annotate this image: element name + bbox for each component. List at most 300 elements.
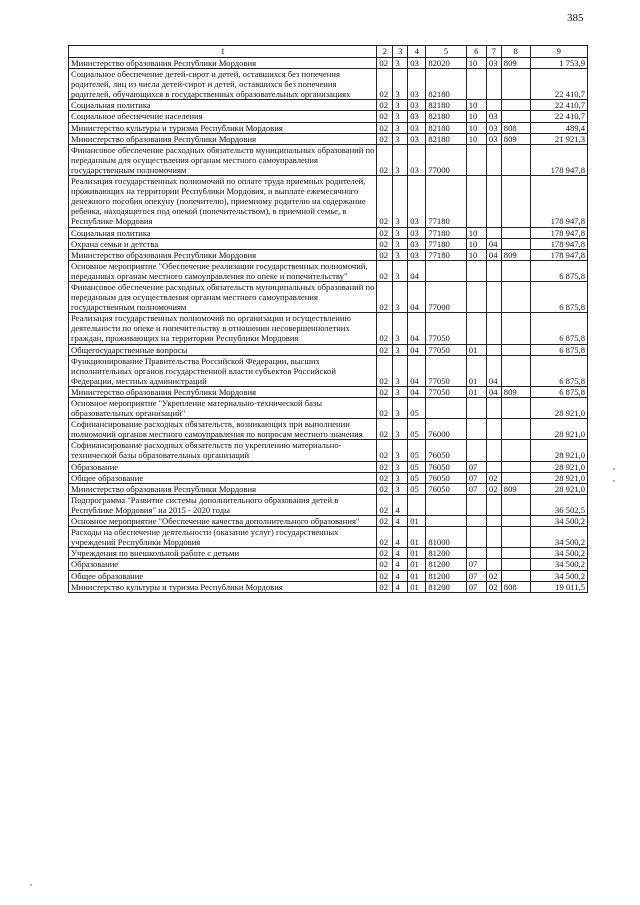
code-cell: 02 [377, 548, 393, 559]
code-cell: 01 [408, 527, 426, 548]
amount-cell: 28 921,0 [530, 461, 588, 472]
code-cell: 77180 [426, 249, 466, 260]
code-cell [501, 419, 530, 440]
code-cell: 03 [408, 100, 426, 111]
table-row [69, 570, 588, 581]
code-cell: 4 [393, 559, 408, 570]
code-cell: 05 [408, 461, 426, 472]
row-name-cell: Реализация государственных полномочий по организации и осуществлению деятельности по опеке и попечительству в отношении несовершеннолетних граждан, проживающих на территории Республики Мордовия [69, 313, 377, 344]
code-cell: 4 [393, 581, 408, 592]
amount-cell: 1 753,9 [530, 58, 588, 69]
code-cell: 02 [486, 570, 501, 581]
code-cell: 4 [393, 527, 408, 548]
code-cell: 77050 [426, 355, 466, 386]
amount-cell: 21 921,3 [530, 133, 588, 144]
code-cell [486, 559, 501, 570]
code-cell: 02 [377, 461, 393, 472]
table-row [69, 111, 588, 122]
code-cell: 02 [377, 227, 393, 238]
code-cell: 809 [501, 133, 530, 144]
code-cell: 05 [408, 440, 426, 461]
code-cell: 02 [377, 122, 393, 133]
code-cell: 02 [377, 313, 393, 344]
column-header: 9 [530, 46, 588, 58]
code-cell: 02 [377, 419, 393, 440]
code-cell: 05 [408, 483, 426, 494]
code-cell: 01 [408, 548, 426, 559]
code-cell: 3 [393, 100, 408, 111]
column-header: 6 [466, 46, 486, 58]
code-cell: 02 [377, 440, 393, 461]
code-cell [426, 260, 466, 281]
code-cell [486, 419, 501, 440]
code-cell: 3 [393, 386, 408, 397]
code-cell: 809 [501, 249, 530, 260]
code-cell [501, 461, 530, 472]
code-cell [501, 100, 530, 111]
code-cell: 3 [393, 398, 408, 419]
row-name-cell: Основное мероприятие "Укрепление материально-технической базы образовательных организаций" [69, 398, 377, 419]
code-cell: 4 [393, 570, 408, 581]
code-cell: 02 [377, 176, 393, 227]
amount-cell: 178 947,8 [530, 227, 588, 238]
table-row [69, 133, 588, 144]
code-cell: 76050 [426, 472, 466, 483]
code-cell [466, 419, 486, 440]
code-cell: 4 [393, 494, 408, 515]
code-cell [466, 440, 486, 461]
code-cell [501, 516, 530, 527]
row-name-cell: Учреждения по внешкольной работе с детьми [69, 548, 377, 559]
row-name-cell: Социальная политика [69, 100, 377, 111]
code-cell: 77050 [426, 344, 466, 355]
header-row [69, 46, 588, 58]
code-cell [426, 398, 466, 419]
row-name-cell: Функционирование Правительства Российской Федерации, высших исполнительных органов государственной власти субъектов Российской Федерации, местных администраций [69, 355, 377, 386]
code-cell: 02 [377, 100, 393, 111]
code-cell: 01 [408, 570, 426, 581]
table-row [69, 548, 588, 559]
code-cell [486, 176, 501, 227]
code-cell: 77180 [426, 176, 466, 227]
table-row [69, 527, 588, 548]
table-row [69, 355, 588, 386]
code-cell [486, 527, 501, 548]
column-header: 5 [426, 46, 466, 58]
table-row [69, 176, 588, 227]
code-cell [486, 548, 501, 559]
amount-cell: 178 947,8 [530, 176, 588, 227]
amount-cell: 36 502,5 [530, 494, 588, 515]
code-cell [486, 281, 501, 312]
code-cell: 3 [393, 355, 408, 386]
code-cell: 02 [486, 581, 501, 592]
table-row [69, 559, 588, 570]
code-cell: 3 [393, 227, 408, 238]
code-cell: 3 [393, 58, 408, 69]
code-cell: 01 [408, 581, 426, 592]
code-cell: 82020 [426, 58, 466, 69]
code-cell: 3 [393, 440, 408, 461]
code-cell [501, 355, 530, 386]
row-name-cell: Министерство культуры и туризма Республики Мордовия [69, 122, 377, 133]
table-row [69, 69, 588, 100]
amount-cell: 22 410,7 [530, 69, 588, 100]
code-cell: 04 [486, 355, 501, 386]
code-cell: 3 [393, 144, 408, 175]
code-cell [486, 398, 501, 419]
code-cell [501, 527, 530, 548]
code-cell: 3 [393, 344, 408, 355]
amount-cell: 28 921,0 [530, 398, 588, 419]
code-cell: 01 [408, 559, 426, 570]
code-cell [501, 344, 530, 355]
code-cell [501, 111, 530, 122]
code-cell: 01 [466, 355, 486, 386]
code-cell: 02 [377, 260, 393, 281]
code-cell: 03 [408, 238, 426, 249]
table-row [69, 122, 588, 133]
code-cell [426, 516, 466, 527]
code-cell [466, 176, 486, 227]
code-cell [486, 344, 501, 355]
table-row [69, 144, 588, 175]
row-name-cell: Социальное обеспечение населения [69, 111, 377, 122]
code-cell [501, 559, 530, 570]
amount-cell: 34 500,2 [530, 548, 588, 559]
code-cell: 02 [377, 516, 393, 527]
code-cell: 77050 [426, 313, 466, 344]
amount-cell: 22 410,7 [530, 100, 588, 111]
scan-speck [613, 468, 615, 470]
code-cell: 02 [377, 355, 393, 386]
code-cell: 3 [393, 461, 408, 472]
code-cell [501, 548, 530, 559]
code-cell [486, 461, 501, 472]
code-cell: 76050 [426, 440, 466, 461]
code-cell [486, 516, 501, 527]
amount-cell: 6 875,8 [530, 344, 588, 355]
row-name-cell: Министерство образования Республики Мордовия [69, 386, 377, 397]
row-name-cell: Основное мероприятие "Обеспечение качества дополнительного образования" [69, 516, 377, 527]
row-name-cell: Образование [69, 559, 377, 570]
scan-speck [613, 480, 615, 482]
column-header: 3 [393, 46, 408, 58]
code-cell [501, 472, 530, 483]
code-cell: 01 [408, 516, 426, 527]
amount-cell: 28 921,0 [530, 440, 588, 461]
amount-cell: 34 500,2 [530, 527, 588, 548]
column-header: 1 [69, 46, 377, 58]
code-cell: 02 [377, 570, 393, 581]
code-cell: 02 [377, 249, 393, 260]
amount-cell: 178 947,8 [530, 249, 588, 260]
code-cell: 03 [408, 227, 426, 238]
amount-cell: 34 500,2 [530, 559, 588, 570]
code-cell [501, 494, 530, 515]
table-row [69, 581, 588, 592]
code-cell: 81200 [426, 581, 466, 592]
code-cell: 03 [408, 122, 426, 133]
amount-cell: 19 011,5 [530, 581, 588, 592]
row-name-cell: Социальное обеспечение детей-сирот и детей, оставшихся без попечения родителей, лиц из числа детей-сирот и детей, оставшихся без попечения родителей, обучающихся в государственных образовательных организациях [69, 69, 377, 100]
code-cell: 10 [466, 238, 486, 249]
code-cell: 10 [466, 111, 486, 122]
code-cell [486, 440, 501, 461]
amount-cell: 22 410,7 [530, 111, 588, 122]
code-cell: 04 [408, 313, 426, 344]
code-cell: 3 [393, 419, 408, 440]
code-cell: 03 [486, 133, 501, 144]
code-cell: 82180 [426, 111, 466, 122]
code-cell: 808 [501, 122, 530, 133]
code-cell: 76050 [426, 461, 466, 472]
amount-cell: 178 947,8 [530, 144, 588, 175]
code-cell: 81200 [426, 559, 466, 570]
code-cell: 3 [393, 249, 408, 260]
code-cell [486, 494, 501, 515]
table-row [69, 58, 588, 69]
code-cell: 02 [377, 494, 393, 515]
code-cell: 02 [377, 133, 393, 144]
code-cell: 77000 [426, 144, 466, 175]
column-header: 7 [486, 46, 501, 58]
code-cell [466, 494, 486, 515]
code-cell: 10 [466, 227, 486, 238]
code-cell: 76050 [426, 483, 466, 494]
code-cell: 3 [393, 472, 408, 483]
code-cell: 04 [408, 355, 426, 386]
code-cell: 07 [466, 472, 486, 483]
row-name-cell: Охрана семьи и детства [69, 238, 377, 249]
code-cell [408, 494, 426, 515]
code-cell: 03 [408, 111, 426, 122]
code-cell [466, 516, 486, 527]
code-cell: 3 [393, 69, 408, 100]
row-name-cell: Расходы на обеспечение деятельности (оказание услуг) государственных учреждений Республики Мордовия [69, 527, 377, 548]
code-cell: 02 [377, 386, 393, 397]
code-cell: 01 [466, 344, 486, 355]
code-cell [501, 260, 530, 281]
code-cell: 3 [393, 260, 408, 281]
table-row [69, 281, 588, 312]
code-cell: 3 [393, 483, 408, 494]
code-cell [501, 398, 530, 419]
code-cell [501, 227, 530, 238]
amount-cell: 489,4 [530, 122, 588, 133]
row-name-cell: Образование [69, 461, 377, 472]
code-cell: 03 [408, 176, 426, 227]
row-name-cell: Социальная политика [69, 227, 377, 238]
code-cell: 77180 [426, 227, 466, 238]
amount-cell: 6 875,8 [530, 355, 588, 386]
code-cell: 02 [377, 398, 393, 419]
code-cell: 3 [393, 176, 408, 227]
code-cell: 03 [408, 69, 426, 100]
code-cell: 82180 [426, 69, 466, 100]
table-row [69, 494, 588, 515]
code-cell: 3 [393, 111, 408, 122]
code-cell: 04 [408, 386, 426, 397]
table-row [69, 472, 588, 483]
table-row [69, 260, 588, 281]
code-cell: 02 [377, 58, 393, 69]
code-cell [501, 570, 530, 581]
table-row [69, 440, 588, 461]
code-cell [466, 260, 486, 281]
code-cell: 77180 [426, 238, 466, 249]
code-cell: 77000 [426, 281, 466, 312]
code-cell: 02 [377, 69, 393, 100]
code-cell: 03 [486, 58, 501, 69]
column-header: 8 [501, 46, 530, 58]
table-row [69, 313, 588, 344]
amount-cell: 6 875,8 [530, 313, 588, 344]
code-cell: 10 [466, 122, 486, 133]
code-cell: 4 [393, 548, 408, 559]
code-cell [466, 313, 486, 344]
code-cell: 03 [408, 144, 426, 175]
amount-cell: 6 875,8 [530, 281, 588, 312]
amount-cell: 178 947,8 [530, 238, 588, 249]
code-cell [486, 69, 501, 100]
scan-speck [30, 884, 32, 886]
code-cell: 82180 [426, 122, 466, 133]
code-cell: 05 [408, 398, 426, 419]
code-cell [466, 527, 486, 548]
row-name-cell: Финансовое обеспечение расходных обязательств муниципальных образований по переданным для осуществления органам местного самоуправления государственным полномочиям [69, 281, 377, 312]
table-row [69, 516, 588, 527]
code-cell: 3 [393, 313, 408, 344]
row-name-cell: Министерство образования Республики Мордовия [69, 483, 377, 494]
code-cell: 809 [501, 483, 530, 494]
code-cell: 02 [377, 144, 393, 175]
code-cell: 10 [466, 100, 486, 111]
code-cell: 10 [466, 133, 486, 144]
code-cell: 02 [377, 527, 393, 548]
code-cell: 809 [501, 58, 530, 69]
code-cell: 02 [377, 238, 393, 249]
code-cell: 05 [408, 472, 426, 483]
table-row [69, 419, 588, 440]
code-cell [501, 313, 530, 344]
table-row [69, 249, 588, 260]
code-cell [486, 313, 501, 344]
table-row [69, 398, 588, 419]
code-cell [501, 281, 530, 312]
table-row [69, 344, 588, 355]
code-cell: 81200 [426, 570, 466, 581]
code-cell: 03 [408, 249, 426, 260]
code-cell: 07 [466, 570, 486, 581]
amount-cell: 6 875,8 [530, 260, 588, 281]
code-cell [426, 494, 466, 515]
code-cell: 04 [408, 281, 426, 312]
code-cell: 76000 [426, 419, 466, 440]
amount-cell: 28 921,0 [530, 419, 588, 440]
column-header: 4 [408, 46, 426, 58]
row-name-cell: Общее образование [69, 570, 377, 581]
code-cell: 3 [393, 238, 408, 249]
code-cell: 82180 [426, 133, 466, 144]
amount-cell: 28 921,0 [530, 472, 588, 483]
row-name-cell: Основное мероприятие "Обеспечение реализации государственных полномочий, переданных органам местного самоуправления по опеке и попечительству" [69, 260, 377, 281]
row-name-cell: Подпрограмма "Развитие системы дополнительного образования детей в Республике Мордовия" на 2015 - 2020 годы [69, 494, 377, 515]
amount-cell: 34 500,2 [530, 570, 588, 581]
code-cell: 02 [377, 111, 393, 122]
column-header: 2 [377, 46, 393, 58]
code-cell: 10 [466, 58, 486, 69]
code-cell [466, 69, 486, 100]
code-cell [486, 144, 501, 175]
code-cell: 3 [393, 133, 408, 144]
code-cell: 03 [486, 122, 501, 133]
row-name-cell: Реализация государственных полномочий по оплате труда приемных родителей, проживающих на территории Республики Мордовия, и выплате ежемесячного денежного пособия опекуну (попечителю), приемному родителю на содержание ребенка, находящегося под опекой (попечительством), в приемной семье, в Республике Мордовия [69, 176, 377, 227]
budget-table [68, 45, 588, 593]
code-cell [486, 100, 501, 111]
row-name-cell: Общегосударственные вопросы [69, 344, 377, 355]
row-name-cell: Министерство образования Республики Мордовия [69, 133, 377, 144]
row-name-cell: Общее образование [69, 472, 377, 483]
code-cell [466, 398, 486, 419]
code-cell [501, 238, 530, 249]
row-name-cell: Министерство образования Республики Мордовия [69, 58, 377, 69]
code-cell: 04 [408, 260, 426, 281]
code-cell: 3 [393, 122, 408, 133]
code-cell: 07 [466, 461, 486, 472]
code-cell: 02 [377, 581, 393, 592]
code-cell: 77050 [426, 386, 466, 397]
code-cell: 02 [486, 472, 501, 483]
row-name-cell: Финансовое обеспечение расходных обязательств муниципальных образований по переданным для осуществления органам местного самоуправления государственным полномочиям [69, 144, 377, 175]
code-cell: 07 [466, 483, 486, 494]
code-cell: 03 [486, 111, 501, 122]
code-cell: 02 [377, 472, 393, 483]
code-cell: 02 [377, 281, 393, 312]
amount-cell: 28 921,0 [530, 483, 588, 494]
code-cell [501, 144, 530, 175]
table-row [69, 227, 588, 238]
table-body [69, 58, 588, 593]
table-row [69, 100, 588, 111]
amount-cell: 6 875,8 [530, 386, 588, 397]
amount-cell: 34 500,2 [530, 516, 588, 527]
code-cell: 03 [408, 58, 426, 69]
code-cell: 10 [466, 249, 486, 260]
row-name-cell: Софинансирование расходных обязательств, возникающих при выполнении полномочий органов местного самоуправления по вопросам местного значения [69, 419, 377, 440]
code-cell: 02 [377, 559, 393, 570]
code-cell: 3 [393, 281, 408, 312]
code-cell: 01 [466, 386, 486, 397]
code-cell: 4 [393, 516, 408, 527]
code-cell: 02 [377, 344, 393, 355]
code-cell [466, 548, 486, 559]
code-cell: 05 [408, 419, 426, 440]
code-cell: 04 [486, 249, 501, 260]
code-cell: 03 [408, 133, 426, 144]
page-number: 385 [567, 12, 584, 24]
row-name-cell: Министерство образования Республики Мордовия [69, 249, 377, 260]
code-cell: 02 [486, 483, 501, 494]
code-cell: 04 [486, 238, 501, 249]
code-cell [501, 69, 530, 100]
code-cell [501, 440, 530, 461]
code-cell [486, 227, 501, 238]
code-cell [466, 144, 486, 175]
row-name-cell: Софинансирование расходных обязательств по укреплению материально-технической базы образовательных организаций [69, 440, 377, 461]
code-cell: 81000 [426, 527, 466, 548]
code-cell: 04 [486, 386, 501, 397]
